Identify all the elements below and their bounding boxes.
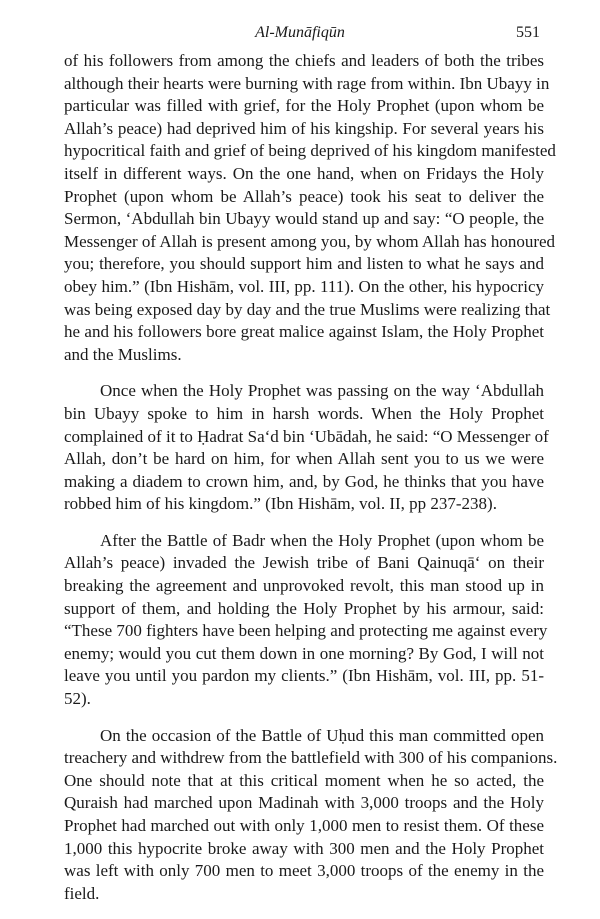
text-line: Messenger of Allah is present among you, by whom Allah has honoured (64, 231, 556, 251)
text-line: treachery and withdrew from the battlefield with 300 of his companions. (64, 748, 558, 768)
text-line: obey him.” (Ibn Hishām, vol. III, pp. 111). On the other, his hypocricy (64, 276, 544, 296)
text-line: of his followers from among the chiefs and leaders of both the tribes (64, 51, 544, 70)
page-number: 551 (516, 24, 540, 41)
body-text (64, 50, 558, 919)
text-line: Quraish had marched upon Madinah with 3,000 troops and the Holy (64, 793, 544, 813)
text-line: and the Muslims. (64, 344, 182, 364)
text-line: particular was filled with grief, for the Holy Prophet (upon whom be (64, 96, 544, 116)
text-line: hypocritical faith and grief of being deprived of his kingdom manifested (64, 141, 556, 161)
text-line: Prophet (upon whom be Allah’s peace) took his seat to deliver the (64, 186, 544, 206)
text-line: breaking the agreement and unprovoked revolt, this man stood up in (64, 576, 544, 596)
text-line: complained of it to Ḥadrat Sa‘d bin ‘Ubādah, he said: “O Messenger of (64, 426, 549, 446)
text-line: itself in different ways. On the one hand, when on Fridays the Holy (64, 163, 544, 183)
text-line: was left with only 700 men to meet 3,000 troops of the enemy in the (64, 861, 544, 881)
paragraph-4 (64, 725, 558, 906)
text-line: robbed him of his kingdom.” (Ibn Hishām, vol. II, pp 237-238). (64, 494, 497, 514)
text-line: Prophet had marched out with only 1,000 men to resist them. Of these (64, 816, 544, 835)
text-line: you; therefore, you should support him and listen to what he says and (64, 254, 544, 274)
paragraph-3 (64, 530, 548, 711)
text-line: he and his followers bore great malice against Islam, the Holy Prophet (64, 322, 544, 342)
text-line: bin Ubayy spoke to him in harsh words. When the Holy Prophet (64, 403, 544, 423)
text-line: “These 700 fighters have been helping and protecting me against every (64, 621, 548, 641)
text-line: making a diadem to crown him, and, by God, he thinks that you have (64, 471, 544, 491)
text-line: enemy; would you cut them down in one morning? By God, I will not (64, 643, 544, 663)
text-line: On the occasion of the Battle of Uḥud this man committed open (100, 725, 544, 745)
text-line: Allah, don’t be hard on him, for when Allah sent you to us we were (64, 449, 544, 469)
text-line: support of them, and holding the Holy Prophet by his armour, said: (64, 598, 544, 618)
text-line: After the Battle of Badr when the Holy Prophet (upon whom be (100, 530, 544, 550)
text-line: 52). (64, 689, 91, 709)
text-line: 1,000 this hypocrite broke away with 300 men and the Holy Prophet (64, 838, 544, 858)
text-line: leave you until you pardon my clients.” (Ibn Hishām, vol. III, pp. 51- (64, 666, 544, 686)
text-line: although their hearts were burning with rage from within. Ibn Ubayy in (64, 73, 550, 93)
text-line: was being exposed day by day and the true Muslims were realizing that (64, 299, 551, 319)
text-line: One should note that at this critical moment when he so acted, the (64, 770, 544, 790)
text-line: Sermon, ‘Abdullah bin Ubayy would stand up and say: “O people, the (64, 209, 544, 229)
running-title: Al-Munāfiqūn (255, 24, 345, 41)
paragraph-2 (64, 380, 549, 516)
running-header (0, 22, 600, 44)
paragraph-1 (64, 50, 556, 366)
text-line: Allah’s peace) had deprived him of his kingship. For several years his (64, 118, 544, 138)
text-line: Once when the Holy Prophet was passing on the way ‘Abdullah (100, 381, 544, 401)
text-line: field. (64, 883, 100, 903)
text-line: Allah’s peace) invaded the Jewish tribe of Bani Qainuqā‘ on their (64, 553, 544, 573)
